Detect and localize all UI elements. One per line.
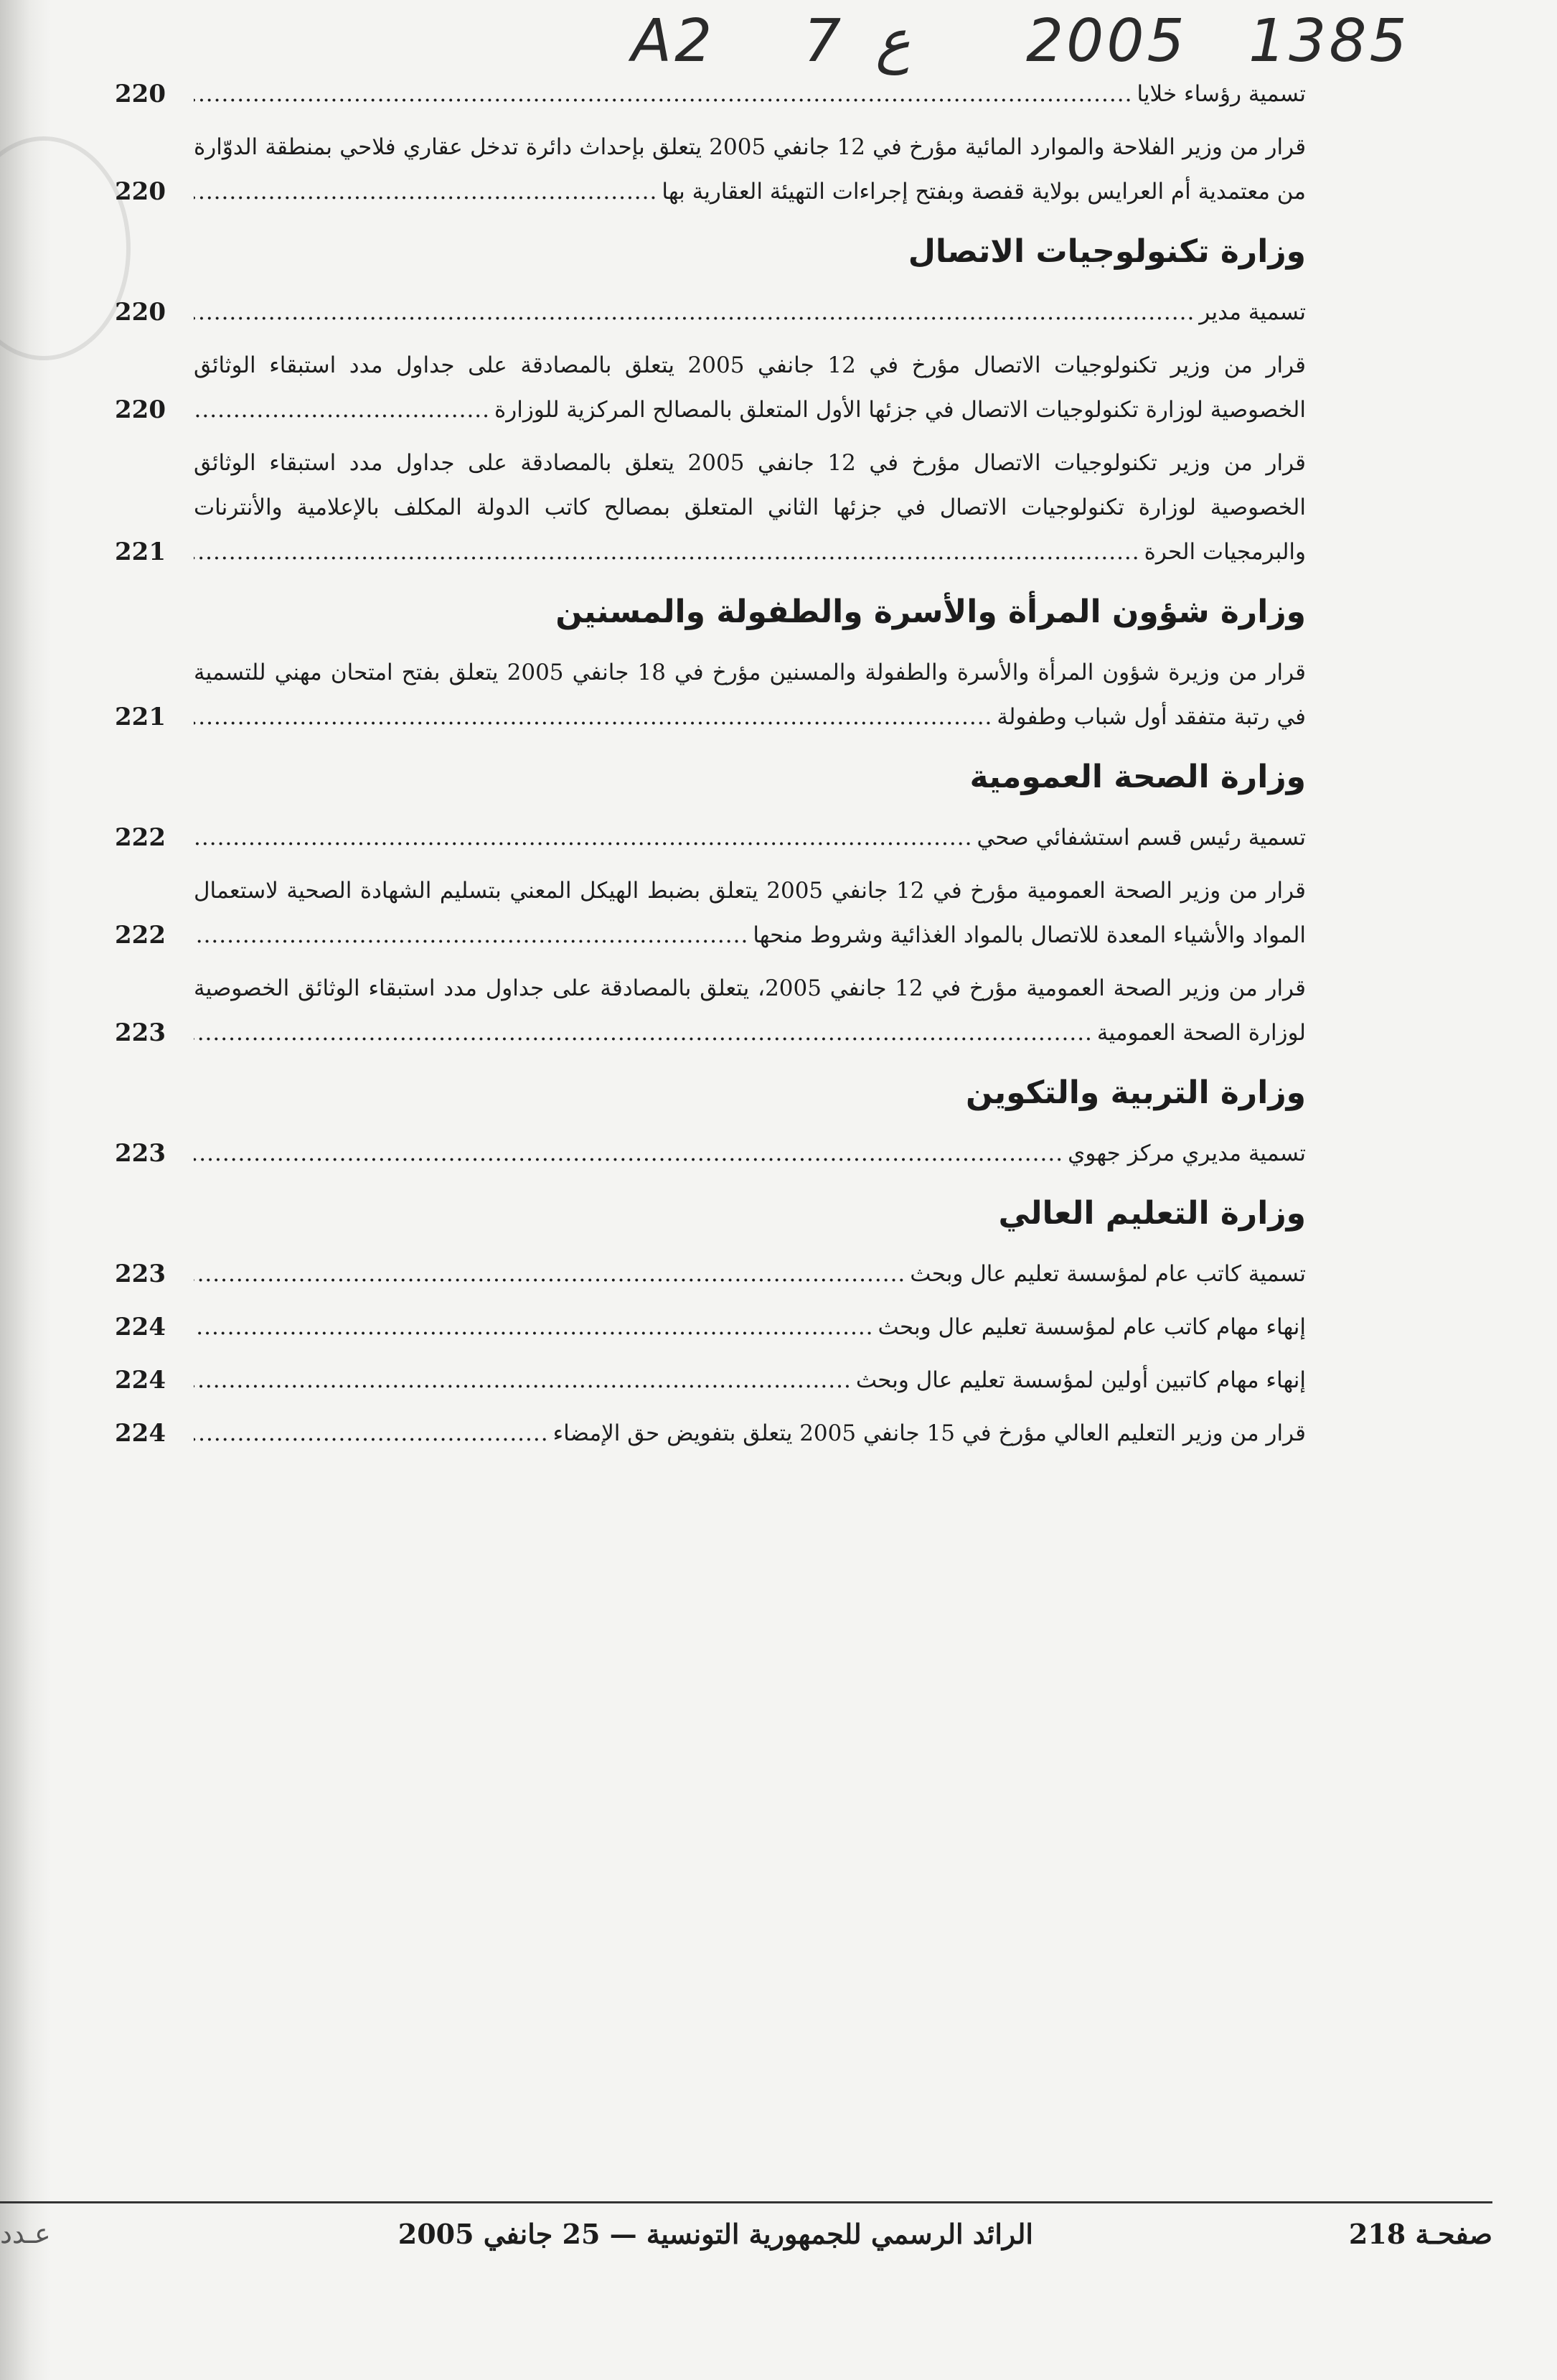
toc-entry-title: قرار من وزير تكنولوجيات الاتصال مؤرخ في 12 جانفي 2005 يتعلق بالمصادقة على جداول مدد استبقاء الوثائق الخصوصية لوزارة تكنولوجيات الاتصال في جزئها الأول المتعلق بالمصالح المركزية للوزارة (194, 352, 1306, 423)
toc-entry-text-wrap (194, 125, 1306, 214)
toc-entry (115, 1252, 1306, 1296)
toc-page-number: 223 (115, 1260, 166, 1288)
toc-entry-title: إنهاء مهام كاتب عام لمؤسسة تعليم عال وبحث (874, 1314, 1306, 1340)
toc-entry-text-wrap (194, 650, 1306, 739)
toc-entry-text-wrap (194, 1252, 1306, 1296)
ministry-heading: وزارة التربية والتكوين (965, 1074, 1306, 1111)
handwritten-mark: 1385 (1248, 7, 1410, 75)
handwritten-mark: 2005 (1026, 7, 1187, 75)
toc-entry-title: تسمية مدير (1195, 299, 1306, 325)
journal-title-date: الرائد الرسمي للجمهورية التونسية — 25 جانفي 2005 (398, 2218, 1033, 2250)
table-of-contents (115, 72, 1306, 1464)
toc-page-number: 224 (115, 1366, 166, 1395)
toc-entry (115, 125, 1306, 214)
page-footer (0, 2218, 1492, 2268)
toc-entry (115, 1131, 1306, 1176)
toc-entry-text-wrap (194, 1358, 1306, 1402)
toc-page-number: 221 (115, 703, 166, 731)
toc-entry-title: قرار من وزير الصحة العمومية مؤرخ في 12 جانفي 2005 يتعلق بضبط الهيكل المعني بتسليم الشهادة الصحية لاستعمال المواد والأشياء المعدة للاتصال بالمواد الغذائية وشروط منحها (194, 878, 1306, 948)
toc-page-number: 220 (115, 298, 166, 327)
toc-page-number: 220 (115, 395, 166, 424)
toc-entry (115, 1305, 1306, 1349)
toc-entry-text-wrap (194, 868, 1306, 957)
toc-entry-title: قرار من وزير التعليم العالي مؤرخ في 15 جانفي 2005 يتعلق بتفويض حق الإمضاء (549, 1420, 1306, 1446)
toc-entry-text-wrap (194, 815, 1306, 860)
toc-entry-title: تسمية مديري مركز جهوي (1063, 1140, 1306, 1166)
toc-entry-title: قرار من وزير الصحة العمومية مؤرخ في 12 جانفي 2005، يتعلق بالمصادقة على جداول مدد استبقاء الوثائق الخصوصية لوزارة الصحة العمومية (194, 975, 1306, 1046)
toc-entry-title: قرار من وزيرة شؤون المرأة والأسرة والطفولة والمسنين مؤرخ في 18 جانفي 2005 يتعلق بفتح امتحان مهني للتسمية في رتبة متفقد أول شباب وطفولة (194, 660, 1306, 730)
toc-page-number: 223 (115, 1139, 166, 1168)
toc-page-number: 223 (115, 1018, 166, 1047)
toc-entry (115, 868, 1306, 957)
toc-page-number: 222 (115, 823, 166, 852)
handwritten-mark: A2 (631, 7, 715, 75)
toc-entry-text-wrap (194, 1131, 1306, 1176)
toc-entry (115, 343, 1306, 432)
handwritten-mark: ع (875, 7, 911, 75)
toc-entry (115, 72, 1306, 116)
toc-page-number: 222 (115, 921, 166, 950)
handwritten-annotation (631, 7, 1435, 79)
toc-entry (115, 650, 1306, 739)
toc-page-number: 224 (115, 1419, 166, 1448)
footer-divider (0, 2201, 1492, 2203)
ministry-heading: وزارة تكنولوجيات الاتصال (908, 233, 1306, 270)
toc-entry (115, 966, 1306, 1055)
toc-entry-text-wrap (194, 1305, 1306, 1349)
toc-entry-text-wrap (194, 290, 1306, 334)
issue-label-fragment: عـدد (0, 2218, 51, 2249)
page-number-label: صفحـة 218 (1348, 2218, 1492, 2250)
toc-page-number: 221 (115, 538, 166, 566)
toc-entry-text-wrap (194, 343, 1306, 432)
toc-entry-title: تسمية رؤساء خلايا (1132, 81, 1306, 107)
toc-entry (115, 815, 1306, 860)
toc-page-number: 220 (115, 177, 166, 206)
toc-entry-title: تسمية كاتب عام لمؤسسة تعليم عال وبحث (905, 1261, 1306, 1287)
toc-entry-text-wrap (194, 1411, 1306, 1456)
toc-entry (115, 1411, 1306, 1456)
toc-page-number: 220 (115, 80, 166, 108)
toc-entry-title: تسمية رئيس قسم استشفائي صحي (972, 825, 1306, 851)
toc-entry-title: قرار من وزير الفلاحة والموارد المائية مؤرخ في 12 جانفي 2005 يتعلق بإحداث دائرة تدخل عقاري فلاحي بمنطقة الدوّارة من معتمدية أم العرايس بولاية قفصة وبفتح إجراءات التهيئة العقارية بها (194, 134, 1306, 205)
toc-entry-title: إنهاء مهام كاتبين أولين لمؤسسة تعليم عال وبحث (852, 1367, 1306, 1393)
toc-entry (115, 441, 1306, 574)
toc-entry-text-wrap (194, 966, 1306, 1055)
toc-entry-text-wrap (194, 72, 1306, 116)
toc-entry-text-wrap (194, 441, 1306, 574)
toc-entry-title: قرار من وزير تكنولوجيات الاتصال مؤرخ في 12 جانفي 2005 يتعلق بالمصادقة على جداول مدد استبقاء الوثائق الخصوصية لوزارة تكنولوجيات الاتصال في جزئها الثاني المتعلق بمصالح كاتب الدولة المكلف بالإعلامية والأنترنات والبرمجيات الحرة (194, 450, 1306, 565)
ministry-heading: وزارة شؤون المرأة والأسرة والطفولة والمسنين (555, 594, 1306, 630)
handwritten-mark: 7 (804, 7, 845, 75)
faded-stamp (0, 136, 131, 360)
toc-entry (115, 1358, 1306, 1402)
ministry-heading: وزارة التعليم العالي (998, 1195, 1306, 1232)
toc-page-number: 224 (115, 1313, 166, 1341)
toc-entry (115, 290, 1306, 334)
ministry-heading: وزارة الصحة العمومية (969, 759, 1306, 795)
